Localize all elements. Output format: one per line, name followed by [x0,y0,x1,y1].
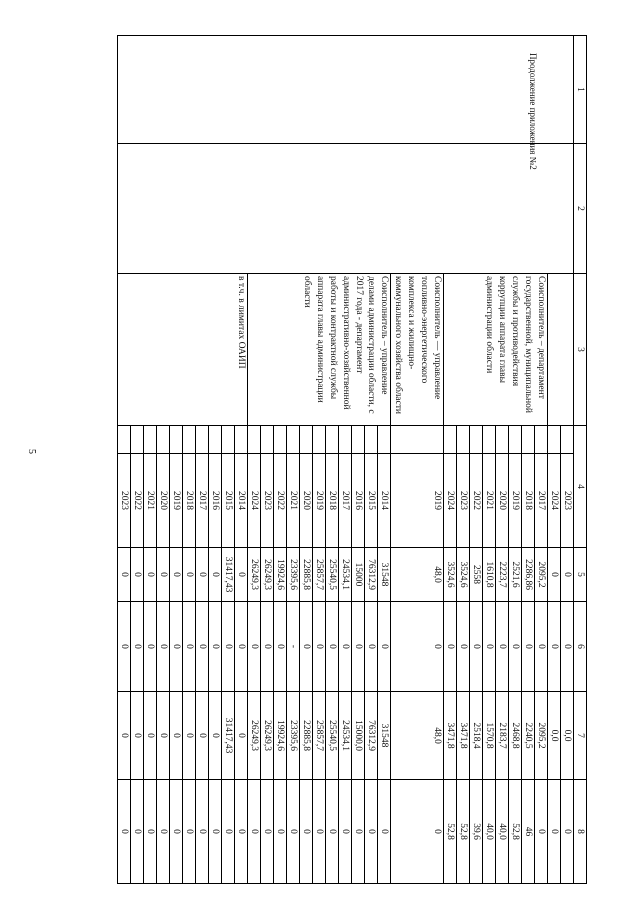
federal-cell: 0 [300,602,313,692]
total-cell: 48,0 [391,548,444,602]
municipal-cell: 0 [378,780,391,884]
municipal-cell: 52,8 [509,780,522,884]
municipal-cell: 40,0 [496,780,509,884]
year-cell: 2018 [522,454,535,548]
federal-cell: 0 [457,602,470,692]
year-cell: 2022 [131,454,144,548]
column-number: 6 [574,602,587,692]
federal-cell: 0 [170,602,183,692]
total-cell: 2521,6 [509,548,522,602]
total-cell: 19924,6 [274,548,287,602]
total-cell: 23395,6 [287,548,300,602]
municipal-cell: 0 [144,780,157,884]
federal-cell: 0 [118,602,131,692]
municipal-cell: 52,8 [444,780,457,884]
municipal-cell: 40,0 [483,780,496,884]
column-number: 3 [574,274,587,426]
year-cell: 2020 [496,454,509,548]
spacer-cell [522,426,535,454]
municipal-cell: 0 [209,780,222,884]
column-number: 2 [574,144,587,274]
federal-cell: 0 [365,602,378,692]
regional-cell: 0 [170,692,183,780]
regional-cell: 0 [157,692,170,780]
total-cell: 3524,6 [444,548,457,602]
total-cell: 2223,7 [496,548,509,602]
municipal-cell: 0 [548,780,561,884]
spacer-cell [287,426,300,454]
regional-cell: 26249,3 [261,692,274,780]
year-cell: 2019 [509,454,522,548]
year-cell: 2017 [535,454,548,548]
total-cell: 0 [561,548,574,602]
spacer-cell [378,426,391,454]
regional-cell: 0 [209,692,222,780]
federal-cell: 0 [131,602,144,692]
year-cell: 2024 [548,454,561,548]
regional-cell: 2468,8 [509,692,522,780]
federal-cell: 0 [352,602,365,692]
regional-cell: 26249,3 [248,692,261,780]
federal-cell: 0 [209,602,222,692]
column-number: 4 [574,426,587,548]
total-cell: 0 [209,548,222,602]
year-cell: 2016 [352,454,365,548]
federal-cell: - [287,602,300,692]
total-cell: 3524,6 [457,548,470,602]
regional-cell: 19924,6 [274,692,287,780]
municipal-cell: 0 [274,780,287,884]
federal-cell: 0 [470,602,483,692]
spacer-cell [183,426,196,454]
spacer-cell [561,426,574,454]
table-container [117,35,587,884]
federal-cell: 0 [248,602,261,692]
year-cell: 2014 [378,454,391,548]
spacer-cell [131,426,144,454]
year-cell: 2024 [444,454,457,548]
year-cell: 2023 [457,454,470,548]
regional-cell: 2240,5 [522,692,535,780]
spacer-cell [300,426,313,454]
total-cell: 2095,2 [535,548,548,602]
spacer-cell [274,426,287,454]
year-cell: 2017 [196,454,209,548]
regional-cell: 25857,7 [313,692,326,780]
municipal-cell: 0 [339,780,352,884]
year-cell: 2022 [274,454,287,548]
federal-cell: 0 [535,602,548,692]
municipal-cell: 0 [300,780,313,884]
federal-cell: 0 [548,602,561,692]
municipal-cell: 0 [196,780,209,884]
total-cell: 0 [144,548,157,602]
regional-cell: 24534,1 [339,692,352,780]
total-cell: 0 [157,548,170,602]
total-cell: 0 [131,548,144,602]
year-cell: 2021 [483,454,496,548]
federal-cell: 0 [444,602,457,692]
spacer-cell [339,426,352,454]
regional-cell: 23395,6 [287,692,300,780]
regional-cell: 0 [131,692,144,780]
executor-description: Соисполнитель – управление делами администрации области, с 2017 года - департамент административно-хозяйственной работы и контрактной службы аппарата главы администрации области [248,274,391,426]
municipal-cell: 0 [157,780,170,884]
total-cell: 76312,9 [365,548,378,602]
federal-cell: 0 [222,602,235,692]
year-cell: 2020 [300,454,313,548]
spacer-cell [444,426,457,454]
column-number: 5 [574,548,587,602]
regional-cell: 31417,43 [222,692,235,780]
regional-cell: 31548 [378,692,391,780]
year-cell: 2018 [183,454,196,548]
total-cell: 25857,7 [313,548,326,602]
appendix-header: Продолжение приложения №2 [528,53,538,170]
spacer-cell [365,426,378,454]
spacer-cell [222,426,235,454]
regional-cell: 0 [235,692,248,780]
spacer-cell [326,426,339,454]
total-cell: 0 [170,548,183,602]
spacer-cell [509,426,522,454]
column-number: 1 [574,36,587,144]
spacer-cell [144,426,157,454]
municipal-cell: 0 [170,780,183,884]
spacer-cell [170,426,183,454]
spacer-cell [548,426,561,454]
executor-description: Соисполнитель — управление топливно-энергетического комплекса и жилищно-коммунального хозяйства области [391,274,444,426]
regional-cell: 2183,7 [496,692,509,780]
executor-description: Соисполнитель – департамент государственной, муниципальной службы и противодействия коррупции аппарата главы администрации области [444,274,548,426]
regional-cell: 3471,8 [457,692,470,780]
spacer-cell [118,426,131,454]
federal-cell: 0 [313,602,326,692]
regional-cell: 1570,8 [483,692,496,780]
spacer-cell [483,426,496,454]
regional-cell: 48,0 [391,692,444,780]
year-cell: 2023 [561,454,574,548]
executor-description [548,274,574,426]
federal-cell: 0 [391,602,444,692]
spacer-cell [352,426,365,454]
regional-cell: 22885,8 [300,692,313,780]
municipal-cell: 0 [118,780,131,884]
spacer-cell [313,426,326,454]
total-cell: 0 [196,548,209,602]
federal-cell: 0 [339,602,352,692]
regional-cell: 0,0 [561,692,574,780]
federal-cell: 0 [326,602,339,692]
year-cell: 2014 [235,454,248,548]
year-cell: 2018 [326,454,339,548]
spacer-cell [261,426,274,454]
col1-cell [118,36,574,144]
total-cell: 22885,8 [300,548,313,602]
year-cell: 2023 [118,454,131,548]
spacer-cell [457,426,470,454]
regional-cell: 2095,2 [535,692,548,780]
municipal-cell: 0 [352,780,365,884]
column-numbers-row [574,36,587,884]
federal-cell: 0 [196,602,209,692]
total-cell: 15000 [352,548,365,602]
column-number: 7 [574,692,587,780]
executor-description: в т.ч. в лимитах ОАИП [118,274,248,426]
total-cell: 24534,1 [339,548,352,602]
federal-cell: 0 [274,602,287,692]
page-number: 5 [26,449,37,454]
total-cell: 2558 [470,548,483,602]
municipal-cell: 0 [235,780,248,884]
municipal-cell: 0 [131,780,144,884]
federal-cell: 0 [183,602,196,692]
year-cell: 2019 [391,454,444,548]
total-cell: 0 [235,548,248,602]
federal-cell: 0 [483,602,496,692]
federal-cell: 0 [496,602,509,692]
regional-cell: 76312,9 [365,692,378,780]
municipal-cell: 0 [365,780,378,884]
year-cell: 2019 [313,454,326,548]
federal-cell: 0 [561,602,574,692]
federal-cell: 0 [235,602,248,692]
year-cell: 2023 [261,454,274,548]
federal-cell: 0 [261,602,274,692]
total-cell: 1610,8 [483,548,496,602]
year-cell: 2021 [287,454,300,548]
spacer-cell [157,426,170,454]
regional-cell: 0,0 [548,692,561,780]
regional-cell: 0 [183,692,196,780]
total-cell: 26249,3 [261,548,274,602]
year-cell: 2021 [144,454,157,548]
spacer-cell [235,426,248,454]
federal-cell: 0 [144,602,157,692]
year-cell: 2015 [365,454,378,548]
total-cell: 31548 [378,548,391,602]
spacer-cell [196,426,209,454]
table-row [561,36,574,884]
regional-cell: 2518,4 [470,692,483,780]
municipal-cell: 0 [183,780,196,884]
municipal-cell: 52,8 [457,780,470,884]
municipal-cell: 0 [248,780,261,884]
column-number: 8 [574,780,587,884]
municipal-cell: 0 [561,780,574,884]
year-cell: 2022 [470,454,483,548]
municipal-cell: 0 [326,780,339,884]
spacer-cell [496,426,509,454]
year-cell: 2024 [248,454,261,548]
col2-cell [118,144,574,274]
regional-cell: 0 [118,692,131,780]
total-cell: 25540,5 [326,548,339,602]
municipal-cell: 0 [313,780,326,884]
year-cell: 2017 [339,454,352,548]
total-cell: 0 [118,548,131,602]
total-cell: 0 [183,548,196,602]
municipal-cell: 0 [222,780,235,884]
spacer-cell [209,426,222,454]
total-cell: 26249,3 [248,548,261,602]
spacer-cell [470,426,483,454]
funding-table [117,35,587,884]
municipal-cell: 0 [535,780,548,884]
year-cell: 2015 [222,454,235,548]
federal-cell: 0 [157,602,170,692]
municipal-cell: 39,6 [470,780,483,884]
regional-cell: 3471,8 [444,692,457,780]
spacer-cell [535,426,548,454]
federal-cell: 0 [378,602,391,692]
federal-cell: 0 [509,602,522,692]
spacer-cell [248,426,261,454]
municipal-cell: 0 [391,780,444,884]
federal-cell: 0 [522,602,535,692]
year-cell: 2016 [209,454,222,548]
regional-cell: 25540,5 [326,692,339,780]
year-cell: 2020 [157,454,170,548]
regional-cell: 0 [196,692,209,780]
regional-cell: 15000,0 [352,692,365,780]
total-cell: 2286,86 [522,548,535,602]
total-cell: 0 [548,548,561,602]
regional-cell: 0 [144,692,157,780]
spacer-cell [391,426,444,454]
municipal-cell: 0 [287,780,300,884]
municipal-cell: 46 [522,780,535,884]
total-cell: 31417,43 [222,548,235,602]
municipal-cell: 0 [261,780,274,884]
year-cell: 2019 [170,454,183,548]
